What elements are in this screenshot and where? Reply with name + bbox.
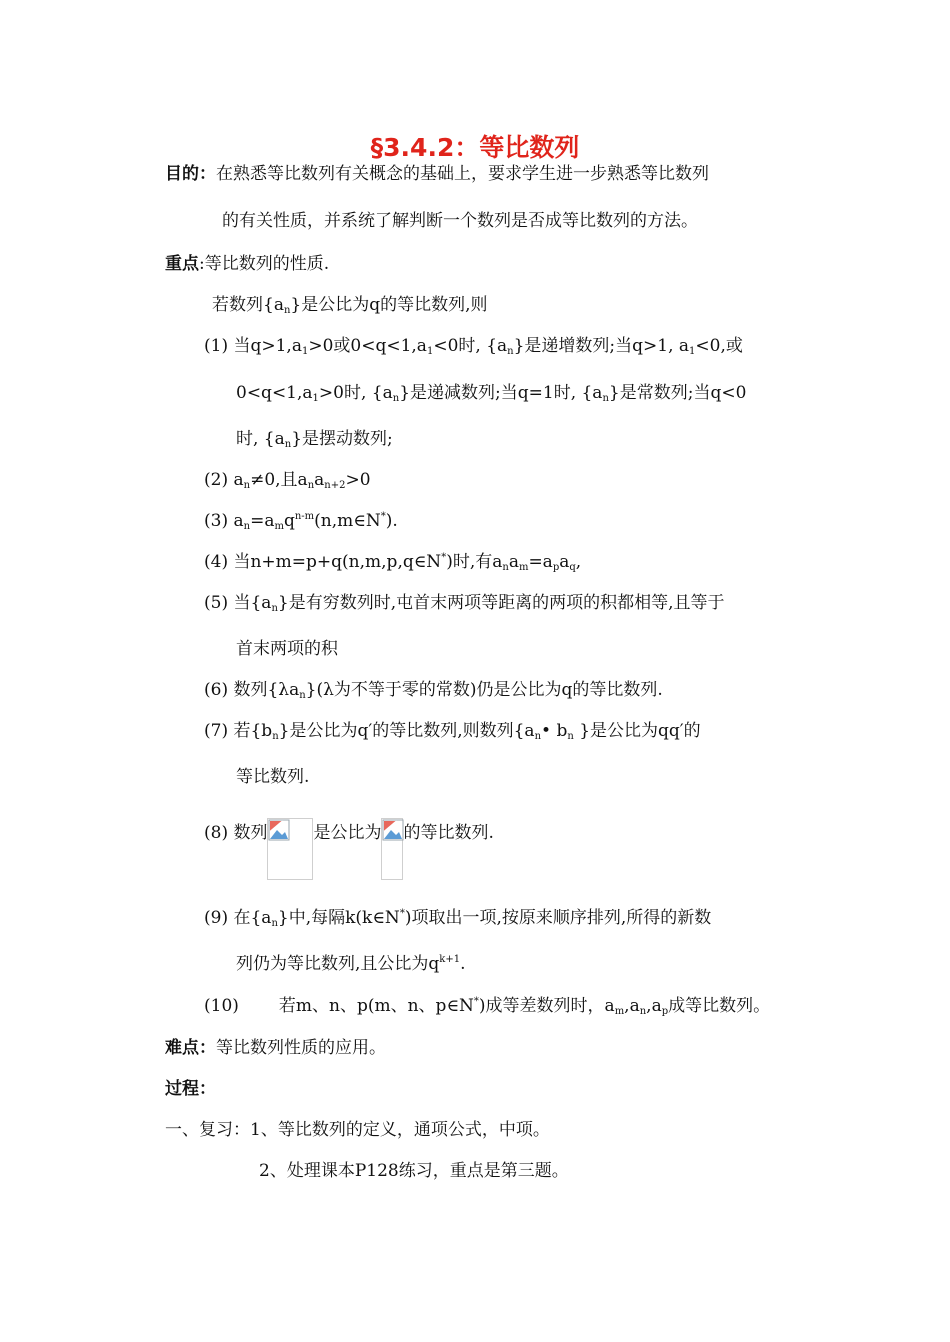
property-6: (6) 数列$\{\lambda a_n\}(\lambda$为不等于零的常数)仍是公比为q的等比数列. <box>204 680 663 701</box>
objective-text-1: 在熟悉等比数列有关概念的基础上，要求学生进一步熟悉等比数列 <box>216 164 709 184</box>
broken-image-icon <box>267 818 313 880</box>
process-line-1: 一、复习：1、等比数列的定义，通项公式，中项。 <box>165 1120 550 1140</box>
property-2: (2) $a_n\ne 0$,且$a_na_{n+2}>0$ <box>204 470 371 491</box>
page-title: §3.4.2：等比数列 <box>370 133 580 162</box>
key-point-text: :等比数列的性质. <box>199 254 330 274</box>
property-7-line-1: (7) 若$\{b_n\}$是公比为q′的等比数列,则数列{$a_n•$ $b_n$ }是公比为qq′的 <box>204 721 701 742</box>
objective-label: 目的： <box>165 164 216 184</box>
property-7-line-2: 等比数列. <box>236 767 310 787</box>
property-1-line-2: $0<q<1,a_1>0$时, $\{a_n\}$是递减数列;当q=1时, $\{a_n\}$是常数列;当q<0 <box>236 383 747 404</box>
key-point-intro: 若数列$\{a_n\}$是公比为q的等比数列,则 <box>212 295 488 316</box>
property-5-line-1: (5) 当$\{a_n\}$是有穷数列时,屯首末两项等距离的两项的积都相等,且等于 <box>204 593 725 614</box>
objective-line-1 <box>165 163 709 185</box>
broken-image-icon <box>381 818 403 880</box>
key-point-line <box>165 253 329 275</box>
property-3: (3) $a_n=a_mq^{n-m}(n,m\in N^*)$. <box>204 511 398 532</box>
difficulty-text: 等比数列性质的应用。 <box>216 1038 386 1058</box>
property-8: (8) 数列 是公比为 的等比数列. <box>204 818 494 880</box>
property-9-line-2: 列仍为等比数列,且公比为$q^{k+1}$. <box>236 954 466 974</box>
property-1-line-1: (1) 当$q>1,a_1>0$或$0<q<1,a_1<0$时, $\{a_n\}$是递增数列;当q>1, $a_1<0$,或 <box>204 336 743 357</box>
process-label: 过程： <box>165 1079 216 1099</box>
difficulty-line <box>165 1037 386 1059</box>
difficulty-label: 难点： <box>165 1038 216 1058</box>
property-5-line-2: 首末两项的积 <box>236 639 338 659</box>
property-4: (4) 当n+m=p+q(n,m,p,q∈N*)时,有$a_na_m=a_pa_q$, <box>204 552 582 573</box>
property-1-line-3: 时, $\{a_n\}$是摆动数列; <box>236 429 393 450</box>
property-9-line-1: (9) 在$\{a_n\}$中,每隔k(k∈N*)项取出一项,按原来顺序排列,所得的新数 <box>204 908 712 929</box>
process-line-2: 2、处理课本P128练习，重点是第三题。 <box>259 1161 569 1181</box>
key-point-label: 重点 <box>165 254 199 274</box>
property-10: (10) 若m、n、p(m、n、p∈N*)成等差数列时，$a_m,a_n,a_p$成等比数列。 <box>204 996 771 1017</box>
objective-line-2: 的有关性质，并系统了解判断一个数列是否成等比数列的方法。 <box>222 211 698 231</box>
